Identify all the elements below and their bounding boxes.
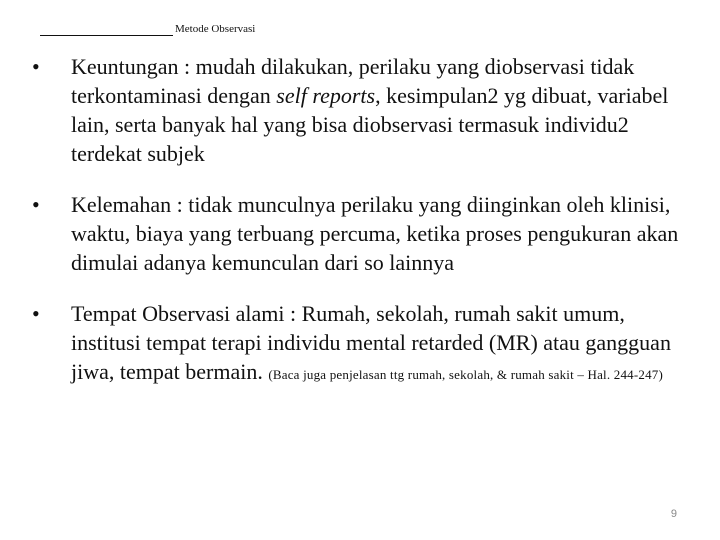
bullet-text: Tempat Observasi alami : Rumah, sekolah, rumah sakit umum, institusi tempat terapi individu mental retarded (MR) atau gangguan jiwa, tempat bermain. (71, 301, 671, 384)
reference-note: (Baca juga penjelasan ttg rumah, sekolah, & rumah sakit – Hal. 244-247) (268, 367, 664, 382)
slide-header (40, 22, 255, 36)
page-number: 9 (670, 508, 677, 520)
bullet-keuntungan (32, 52, 692, 168)
bullet-dot: • (32, 192, 40, 217)
bullet-tempat-observasi (32, 299, 692, 386)
bullet-text-continued: , kesimpulan2 yg dibuat, variabel lain, serta banyak hal yang bisa diobservasi termasuk individu2 terdekat subjek (71, 83, 669, 166)
bullet-kelemahan (32, 190, 692, 277)
bullet-italic-text: self reports (276, 83, 376, 108)
header-rule (40, 25, 173, 36)
bullet-dot: • (32, 54, 40, 79)
header-title: Metode Observasi (175, 23, 256, 35)
bullet-text: Keuntungan : mudah dilakukan, perilaku yang diobservasi tidak terkontaminasi dengan (71, 54, 635, 108)
bullet-text: Kelemahan : tidak munculnya perilaku yang diinginkan oleh klinisi, waktu, biaya yang terbuang percuma, ketika proses pengukuran akan dimulai adanya kemunculan dari so lainnya (71, 192, 679, 275)
bullet-list (32, 52, 692, 408)
bullet-dot: • (32, 301, 40, 326)
